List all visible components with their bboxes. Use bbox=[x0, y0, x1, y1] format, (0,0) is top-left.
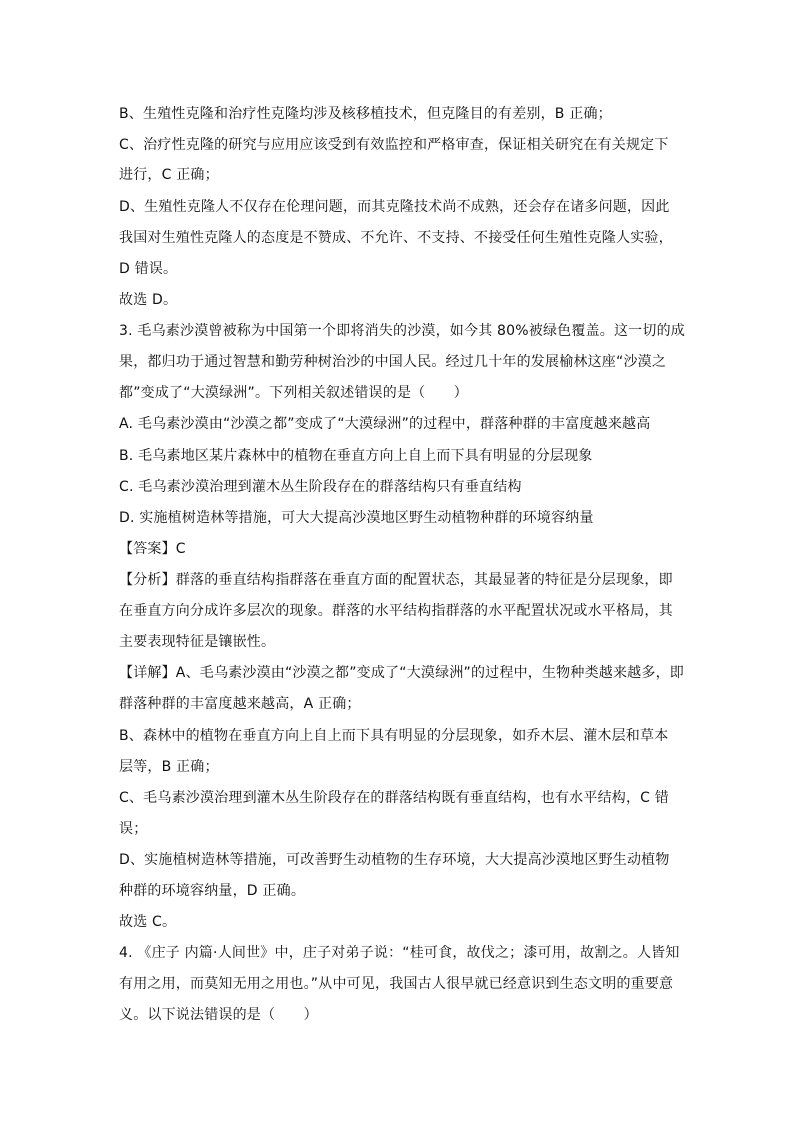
question-3-detail-d: D、实施植树造林等措施，可改善野生动植物的生存环境，大大提高沙漠地区野生动植物 bbox=[119, 852, 670, 868]
question-3-stem: 3. 毛乌素沙漠曾被称为中国第一个即将消失的沙漠，如今其 80%被绿色覆盖。这一切的成 bbox=[119, 323, 685, 339]
question-3-analysis: 【分析】群落的垂直结构指群落在垂直方面的配置状态，其最显著的特征是分层现象，即 bbox=[119, 572, 673, 588]
text-line-select-c: 故选 C。 bbox=[119, 914, 177, 930]
text-line-c-option-explanation: C、治疗性克隆的研究与应用应该受到有效监控和严格审查，保证相关研究在有关规定下 bbox=[119, 137, 669, 153]
question-3-answer: 【答案】C bbox=[119, 541, 186, 557]
question-3-option-d: D. 实施植树造林等措施，可大大提高沙漠地区野生动植物种群的环境容纳量 bbox=[119, 510, 594, 526]
question-3-detail-b-continued: 层等，B 正确； bbox=[119, 759, 219, 775]
question-3-option-b: B. 毛乌素地区某片森林中的植物在垂直方向上自上而下具有明显的分层现象 bbox=[119, 448, 593, 464]
question-3-option-c: C. 毛乌素沙漠治理到灌木丛生阶段存在的群落结构只有垂直结构 bbox=[119, 479, 522, 495]
question-3-detail-d-continued: 种群的环境容纳量，D 正确。 bbox=[119, 883, 306, 899]
question-4-stem-continued: 有用之用，而莫知无用之用也。”从中可见，我国古人很早就已经意识到生态文明的重要意 bbox=[119, 976, 674, 992]
question-3-detail-c-continued: 误； bbox=[119, 821, 148, 837]
question-3-option-a: A. 毛乌素沙漠由“沙漠之都”变成了“大漠绿洲”的过程中，群落种群的丰富度越来越高 bbox=[119, 416, 651, 432]
question-3-detail-a-continued: 群落种群的丰富度越来越高，A 正确； bbox=[119, 696, 361, 712]
question-4-prompt: 义。以下说法错误的是（ ） bbox=[119, 1007, 318, 1023]
question-3-detail-c: C、毛乌素沙漠治理到灌木丛生阶段存在的群落结构既有垂直结构，也有水平结构，C 错 bbox=[119, 790, 669, 806]
question-3-prompt: 都”变成了“大漠绿洲”。下列相关叙述错误的是（ ） bbox=[119, 385, 468, 401]
text-line-select-d: 故选 D。 bbox=[119, 292, 178, 308]
question-3-analysis-end: 主要表现特征是镶嵌性。 bbox=[119, 634, 276, 650]
question-3-detail-a: 【详解】A、毛乌素沙漠由“沙漠之都”变成了“大漠绿洲”的过程中，生物种类越来越多，即 bbox=[119, 665, 684, 681]
question-3-analysis-continued: 在垂直方向分成许多层次的现象。群落的水平结构指群落的水平配置状况或水平格局，其 bbox=[119, 603, 673, 619]
question-3-stem-continued: 果，都归功于通过智慧和勤劳种树治沙的中国人民。经过几十年的发展榆林这座“沙漠之 bbox=[119, 354, 667, 370]
text-line-c-option-continued: 进行，C 正确； bbox=[119, 167, 219, 183]
question-3-detail-b: B、森林中的植物在垂直方向上自上而下具有明显的分层现象，如乔木层、灌木层和草本 bbox=[119, 728, 669, 744]
question-4-stem: 4. 《庄子 内篇·人间世》中，庄子对弟子说：“桂可食，故伐之；漆可用，故割之。人皆知 bbox=[119, 945, 680, 961]
text-line-d-option-end: D 错误。 bbox=[119, 261, 178, 277]
text-line-d-option-explanation: D、生殖性克隆人不仅存在伦理问题，而其克隆技术尚不成熟，还会存在诸多问题，因此 bbox=[119, 199, 670, 215]
text-line-d-option-continued: 我国对生殖性克隆人的态度是不赞成、不允许、不支持、不接受任何生殖性克隆人实验， bbox=[119, 230, 673, 246]
text-line-b-option-explanation: B、生殖性克隆和治疗性克隆均涉及核移植技术，但克隆目的有差别，B 正确； bbox=[119, 106, 612, 122]
